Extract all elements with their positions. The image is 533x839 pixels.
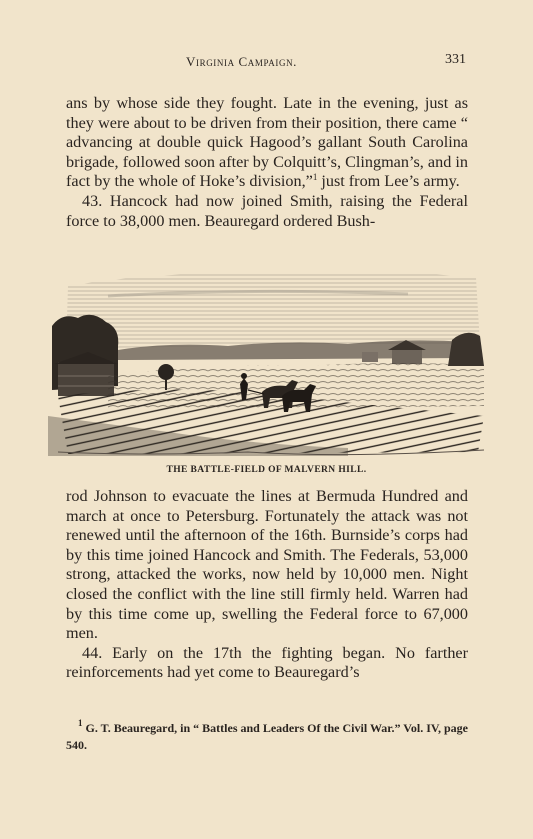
footnote-text [66,720,468,754]
paragraph-text: ans by whose side they fought. Late in the evening, just as they were about to be driven from their position, there came “ advancing at double quick Hagood’s gallant South Carolina brigade, followed soon after by Colquitt’s, Clingman’s, and in fact by the whole of Hoke’s division,” [66,94,468,191]
footnote-marker: 1 [78,718,83,728]
page-header [66,52,468,72]
page-number: 331 [445,52,466,67]
text-block-top [66,94,468,231]
running-title: Virginia Campaign. [186,54,298,69]
footnote [66,720,468,754]
paragraph-text-end: just from Lee’s army. [317,172,460,191]
battlefield-illustration [48,266,488,458]
footnote-reference: 1 [312,172,318,183]
paragraph-43-continued: rod Johnson to evacuate the lines at Bermuda Hundred and march at once to Petersburg. Fortunately the attack was not renewed until the afternoon of the 16th. Burnside’s corps had by this time joined Hancock and Smith. The Federals, 53,000 strong, attacked the works, now held by 10,000 men. Night closed the conflict with the line still firmly held. Warren had by this time come up, swelling the Federal force to 67,000 men. [66,487,468,643]
figure-caption: THE BATTLE-FIELD OF MALVERN HILL. [166,465,367,475]
text-block-bottom [66,487,468,683]
paragraph-43: 43. Hancock had now joined Smith, raising the Federal force to 38,000 men. Beauregard ordered Bush- [66,191,468,230]
paragraph-44: 44. Early on the 17th the fighting began. No farther reinforcements had yet come to Beauregard’s [66,643,468,682]
paragraph-continued [66,94,468,192]
footnote-citation: G. T. Beauregard, in “ Battles and Leaders Of the Civil War.” Vol. IV, page 540. [66,721,468,752]
